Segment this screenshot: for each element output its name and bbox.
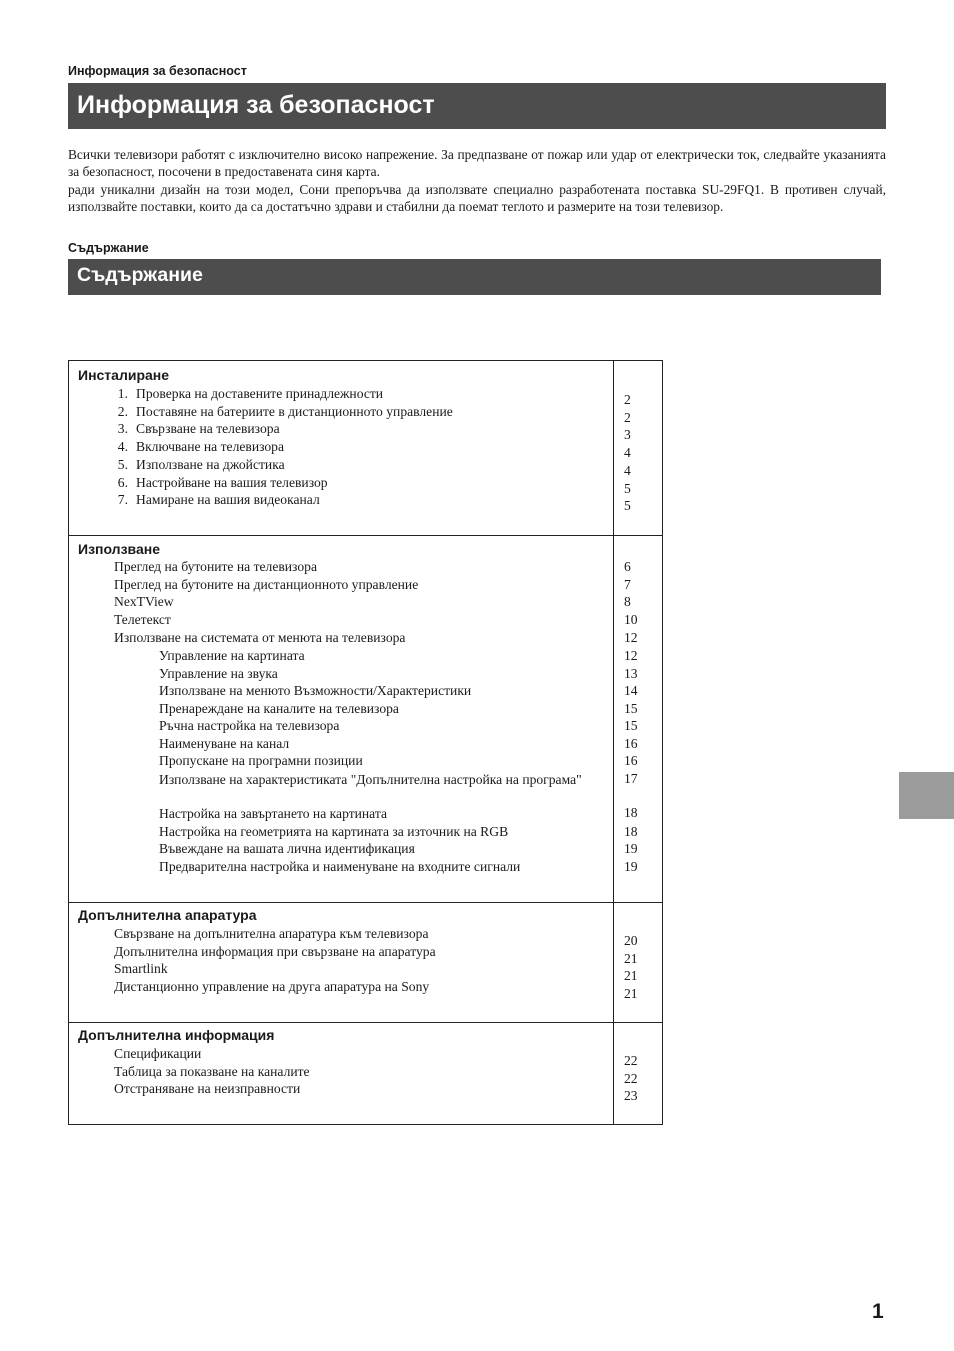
toc-entry-title: Преглед на бутоните на телевизора xyxy=(114,559,317,574)
toc-entry-number: 4. xyxy=(117,439,128,455)
toc-entry-title: Наименуване на канал xyxy=(159,735,290,751)
toc-entry xyxy=(114,457,594,475)
toc-entry-page: 2 xyxy=(624,392,631,407)
toc-entry-page: 2 xyxy=(624,409,631,425)
toc-section-usage: Използване xyxy=(78,541,160,557)
toc-entry-title: Поставяне на батериите в дистанционното управление xyxy=(136,403,453,419)
toc-entry-title: Допълнителна информация при свързване на апаратура xyxy=(114,943,436,959)
table-of-contents xyxy=(68,360,663,1125)
toc-entry-page: 18 xyxy=(624,823,638,839)
toc-entry-title: Спецификации xyxy=(114,1046,202,1061)
toc-entry-page: 12 xyxy=(624,648,638,663)
toc-entry-page: 19 xyxy=(624,841,638,856)
toc-entry-page: 23 xyxy=(624,1088,638,1104)
toc-entry-title: Отстраняване на неизправности xyxy=(114,1081,301,1097)
toc-entry-title: Използване на характеристиката "Допълнителна настройка на програма" xyxy=(159,772,582,787)
toc-entry-page: 22 xyxy=(624,1070,638,1086)
toc-entry-number: 2. xyxy=(117,403,128,419)
page-number: 1 xyxy=(872,1300,884,1323)
toc-entry-page: 22 xyxy=(624,1053,638,1068)
toc-entry-page: 21 xyxy=(624,986,638,1002)
toc-entry-title: Въвеждане на вашата лична идентификация xyxy=(159,841,415,856)
toc-entry-title: Ръчна настройка на телевизора xyxy=(159,718,340,733)
safety-paragraph-1: Всички телевизори работят с изключително високо напрежение. За предпазване от пожар или удар от електрически ток, следвайте указанията за безопасност, посочени в предоставената синя карта. xyxy=(68,147,886,180)
toc-entry-title: Дистанционно управление на друга апаратура на Sony xyxy=(114,979,430,995)
toc-entry-page: 14 xyxy=(624,683,638,698)
toc-entry-title: Пропускане на програмни позиции xyxy=(159,753,363,768)
toc-entry-page: 21 xyxy=(624,968,638,984)
toc-entry-title: Smartlink xyxy=(114,961,168,977)
toc-entry-title: Използване на менюто Възможности/Характеристики xyxy=(159,683,472,698)
toc-entry-title: Проверка на доставените принадлежности xyxy=(136,386,384,401)
page-title: Информация за безопасност xyxy=(68,83,886,129)
toc-entry-title: Свързване на телевизора xyxy=(136,421,280,437)
toc-row-divider xyxy=(69,1022,662,1023)
toc-entry xyxy=(114,421,594,439)
toc-section-equipment: Допълнителна апаратура xyxy=(78,907,257,923)
toc-entry-title: Използване на джойстика xyxy=(136,456,285,472)
toc-entry-number: 7. xyxy=(117,492,128,508)
toc-entry-page: 8 xyxy=(624,594,631,610)
toc-entry-title: Намиране на вашия видеоканал xyxy=(136,492,320,508)
contents-title: Съдържание xyxy=(68,259,881,295)
toc-entry-page: 5 xyxy=(624,498,631,514)
toc-entry-title: Използване на системата от менюта на телевизора xyxy=(114,629,406,645)
toc-entry-page: 16 xyxy=(624,753,638,768)
toc-entry xyxy=(114,386,594,404)
toc-section-info: Допълнителна информация xyxy=(78,1027,275,1043)
toc-entry-page: 18 xyxy=(624,805,638,820)
toc-entry-page: 10 xyxy=(624,612,638,628)
toc-entry-page: 12 xyxy=(624,629,638,645)
toc-entry-title: Таблица за показване на каналите xyxy=(114,1063,310,1079)
toc-section-installation: Инсталиране xyxy=(78,367,170,383)
toc-entry-page: 20 xyxy=(624,933,638,948)
toc-entry xyxy=(114,492,594,510)
toc-entry-page: 19 xyxy=(624,858,638,874)
toc-entry-title: Пренареждане на каналите на телевизора xyxy=(159,700,399,716)
toc-entry-number: 6. xyxy=(117,474,128,490)
toc-entry-title: Телетекст xyxy=(114,612,171,628)
toc-entry-title: Преглед на бутоните на дистанционното управление xyxy=(114,576,419,592)
toc-entry-title: Настройване на вашия телевизор xyxy=(136,474,328,490)
toc-entry-number: 1. xyxy=(117,386,128,401)
toc-entry-title: Предварителна настройка и наименуване на входните сигнали xyxy=(159,858,521,874)
contents-running-header: Съдържание xyxy=(68,241,149,255)
toc-row-divider xyxy=(69,535,662,536)
toc-entry xyxy=(114,439,594,457)
safety-text xyxy=(68,146,886,215)
safety-paragraph-2: ради уникални дизайн на този модел, Сони препоръчва да използвате специално разработената поставка SU-29FQ1. В противен случай, използвайте поставки, които да са достатъчно здрави и стабилни да поемат теглото и размерите на този телевизор. xyxy=(68,181,886,214)
toc-entry-page: 4 xyxy=(624,462,631,478)
toc-entry-title: Включване на телевизора xyxy=(136,439,285,455)
toc-column-divider xyxy=(613,361,614,1124)
toc-entry-page: 4 xyxy=(624,445,631,461)
toc-entry-page: 13 xyxy=(624,665,638,681)
toc-entry-page: 16 xyxy=(624,735,638,751)
toc-entry-title: Свързване на допълнителна апаратура към телевизора xyxy=(114,926,429,941)
toc-entry-title: Управление на звука xyxy=(159,665,278,681)
toc-entry-title: Управление на картината xyxy=(159,648,305,663)
toc-entry xyxy=(114,404,594,422)
toc-entry-page: 15 xyxy=(624,700,638,716)
toc-entry-page: 3 xyxy=(624,427,631,443)
toc-entry-number: 5. xyxy=(117,456,128,472)
toc-entry-number: 3. xyxy=(117,421,128,437)
toc-entry-title: NexTView xyxy=(114,594,174,610)
toc-entry-page: 17 xyxy=(624,771,638,786)
toc-entry xyxy=(114,475,594,493)
toc-entry-page: 21 xyxy=(624,950,638,966)
toc-entry-page: 6 xyxy=(624,559,631,574)
running-header: Информация за безопасност xyxy=(68,64,247,78)
toc-row-divider xyxy=(69,902,662,903)
toc-entry-page: 15 xyxy=(624,718,638,733)
toc-entry-page: 7 xyxy=(624,576,631,592)
toc-entry-title: Настройка на завъртането на картината xyxy=(159,806,388,821)
toc-entry-page: 5 xyxy=(624,480,631,496)
toc-entry-title: Настройка на геометрията на картината за източник на RGB xyxy=(159,823,509,839)
language-tab-marker xyxy=(899,772,954,819)
